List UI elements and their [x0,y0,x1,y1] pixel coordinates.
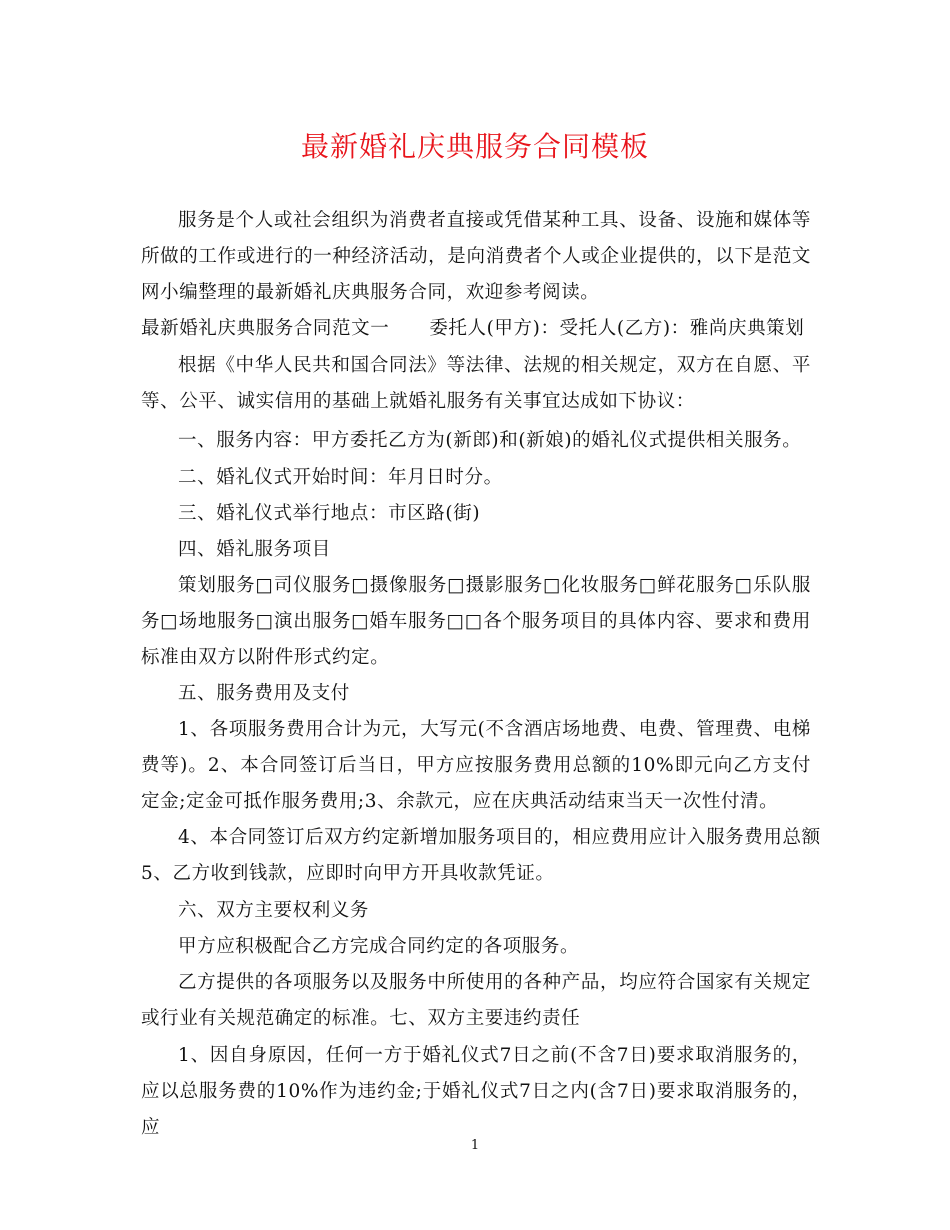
clause-6-party-b: 乙方提供的各项服务以及服务中所使用的各种产品，均应符合国家有关规定或行业有关规范确定的标准。七、双方主要违约责任 [141,972,811,1029]
document-title: 最新婚礼庆典服务合同模板 [300,130,649,163]
clause-4-heading: 四、婚礼服务项目 [178,539,331,560]
clause-3: 三、婚礼仪式举行地点：市区路(街) [178,503,481,524]
parties-text: 委托人(甲方)：受托人(乙方)：雅尚庆典策划 [429,318,805,339]
clause-7-item1: 1、因自身原因，任何一方于婚礼仪式7日之前(不含7日)要求取消服务的，应以总服务费的10%作为违约金;于婚礼仪式7日之内(含7日)要求取消服务的，应 [141,1045,811,1138]
clause-1: 一、服务内容：甲方委托乙方为(新郎)和(新娘)的婚礼仪式提供相关服务。 [178,430,802,451]
sample-line [141,311,811,347]
basis-paragraph: 根据《中华人民共和国合同法》等法律、法规的相关规定，双方在自愿、平等、公平、诚实信用的基础上就婚礼服务有关事宜达成如下协议： [141,355,811,412]
clause-5-item5: 5、乙方收到钱款，应即时向甲方开具收款凭证。 [141,863,555,884]
clause-5-body: 1、各项服务费用合计为元，大写元(不含酒店场地费、电费、管理费、电梯费等)。2、本合同签订后当日，甲方应按服务费用总额的10%即元向乙方支付定金;定金可抵作服务费用;3、余款元，应在庆典活动结束当天一次性付清。 [141,719,811,812]
intro-paragraph: 服务是个人或社会组织为消费者直接或凭借某种工具、设备、设施和媒体等所做的工作或进行的一种经济活动，是向消费者个人或企业提供的，以下是范文网小编整理的最新婚礼庆典服务合同，欢迎参考阅读。 [141,210,811,303]
clause-5-heading: 五、服务费用及支付 [178,683,350,704]
clause-2: 二、婚礼仪式开始时间：年月日时分。 [178,467,503,488]
clause-6-heading: 六、双方主要权利义务 [178,900,370,921]
clause-4-body: 策划服务□司仪服务□摄像服务□摄影服务□化妆服务□鲜花服务□乐队服务□场地服务□演出服务□婚车服务□□各个服务项目的具体内容、要求和费用标准由双方以附件形式约定。 [141,575,811,668]
sample-heading: 最新婚礼庆典服务合同范文一 [141,318,390,339]
clause-6-party-a: 甲方应积极配合乙方完成合同约定的各项服务。 [178,936,580,957]
page-number: 1 [470,1138,480,1153]
clause-5-item4: 4、本合同签订后双方约定新增加服务项目的，相应费用应计入服务费用总额 [178,827,821,848]
